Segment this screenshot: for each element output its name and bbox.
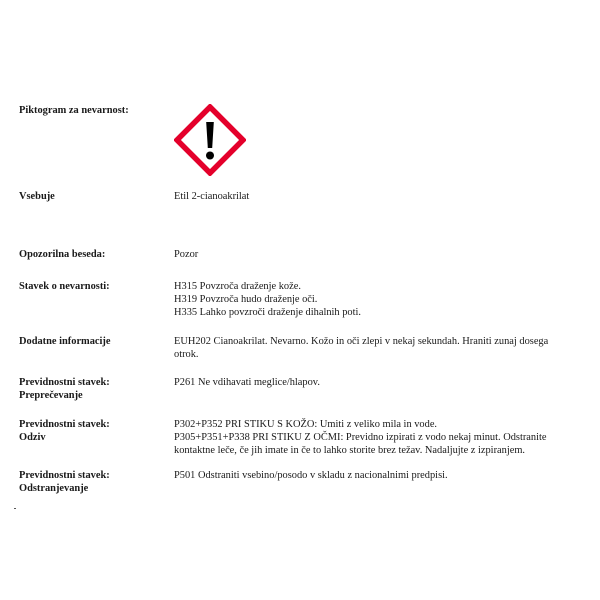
contains-label: Vsebuje	[19, 191, 55, 202]
response-label-line-1: Previdnostni stavek:	[19, 419, 110, 430]
response-statement-p302-p352: P302+P352 PRI STIKU S KOŽO: Umiti z veliko mila in vode.	[174, 419, 438, 430]
disposal-label-line-2: Odstranjevanje	[19, 483, 89, 494]
disposal-statements	[174, 469, 586, 482]
contains-value: Etil 2-cianoakrilat	[174, 191, 250, 202]
additional-info-line: EUH202 Cianoakrilat. Nevarno. Kožo in oči zlepi v nekaj sekundah. Hraniti zunaj dosega	[174, 336, 549, 347]
hazard-statement-h319: H319 Povzroča hudo draženje oči.	[174, 294, 318, 305]
ghs07-exclamation-mark-icon	[174, 104, 246, 176]
hazard-statement-h315: H315 Povzroča draženje kože.	[174, 281, 301, 292]
additional-info-label: Dodatne informacije	[19, 336, 111, 347]
disposal-statement-p501: P501 Odstraniti vsebino/posodo v skladu z nacionalnimi predpisi.	[174, 470, 448, 481]
response-statement-p305-p351-p338: P305+P351+P338 PRI STIKU Z OČMI: Previdno izpirati z vodo nekaj minut. Odstranite	[174, 432, 547, 443]
pictogram-label: Piktogram za nevarnost:	[19, 105, 129, 116]
prevention-label-line-1: Previdnostni stavek:	[19, 377, 110, 388]
response-statement-p305-continued: kontaktne leče, če jih imate in če to lahko storite brez težav. Nadaljujte z izpiranjem.	[174, 445, 526, 456]
additional-info-line: otrok.	[174, 349, 199, 360]
hazard-statement-h335: H335 Lahko povzroči draženje dihalnih poti.	[174, 307, 361, 318]
hazard-statement-label: Stavek o nevarnosti:	[19, 281, 110, 292]
hazard-statements	[174, 280, 586, 319]
signal-word-value: Pozor	[174, 249, 199, 260]
additional-info-text	[174, 335, 586, 361]
disposal-label	[19, 469, 169, 495]
response-label-line-2: Odziv	[19, 432, 46, 443]
response-statements	[174, 418, 586, 457]
prevention-label-line-2: Preprečevanje	[19, 390, 83, 401]
prevention-label	[19, 376, 169, 402]
prevention-statements	[174, 376, 586, 389]
disposal-label-line-1: Previdnostni stavek:	[19, 470, 110, 481]
prevention-statement-p261: P261 Ne vdihavati meglice/hlapov.	[174, 377, 320, 388]
stray-mark	[14, 508, 16, 509]
signal-word-label: Opozorilna beseda:	[19, 249, 106, 260]
response-label	[19, 418, 169, 444]
